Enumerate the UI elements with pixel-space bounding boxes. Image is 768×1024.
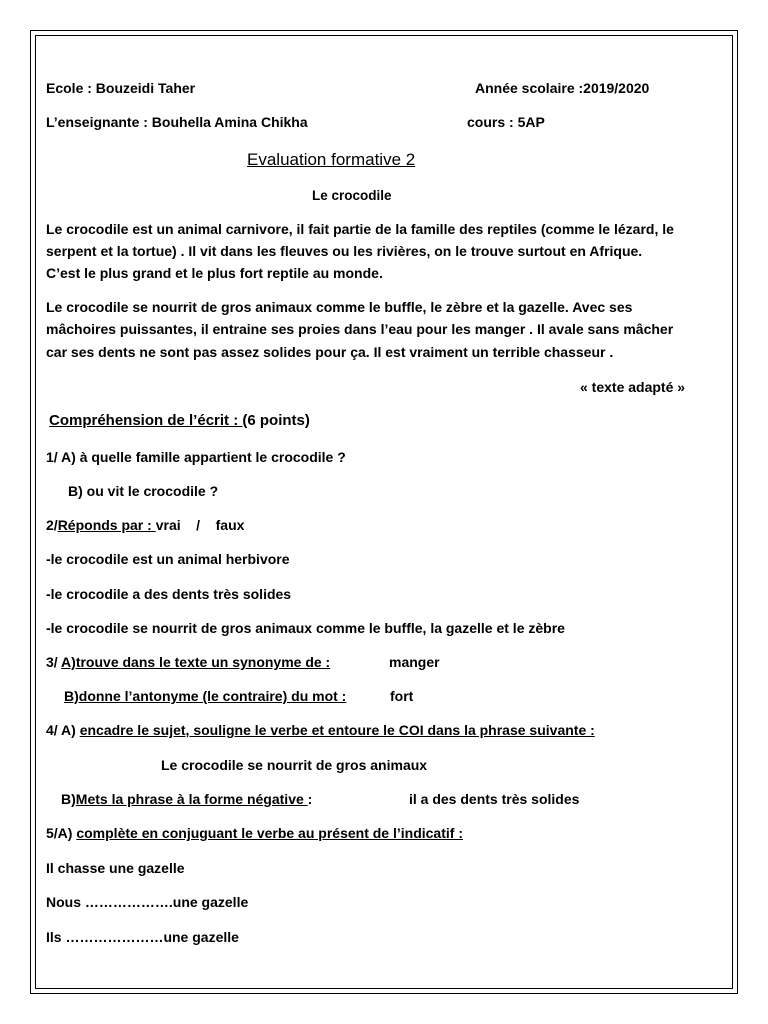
text-line: car ses dents ne sont pas assez solides pour ça. Il est vraiment un terrible chasseur . <box>46 344 614 360</box>
text-title: Le crocodile <box>312 188 392 203</box>
text-line: Le crocodile se nourrit de gros animaux comme le buffle, le zèbre et la gazelle. Avec ses <box>46 299 633 315</box>
text-line: Le crocodile est un animal carnivore, il fait partie de la famille des reptiles (comme le lézard, le <box>46 221 674 237</box>
question-4b-letter: B) <box>61 791 76 807</box>
question-5 <box>46 825 463 842</box>
question-2 <box>46 517 244 534</box>
statement-1: -le crocodile est un animal herbivore <box>46 551 290 567</box>
question-4b-instruction: Mets la phrase à la forme négative <box>75 791 308 807</box>
section-heading <box>49 412 310 430</box>
question-2-instruction: Réponds par : <box>57 517 156 533</box>
question-5-number: 5/A) <box>46 825 77 841</box>
question-1b: B) ou vit le crocodile ? <box>68 483 219 499</box>
teacher-name: L’enseignante : Bouhella Amina Chikha <box>46 114 308 130</box>
question-4b-colon: : <box>307 791 313 807</box>
question-3b-instruction: B)donne l’antonyme (le contraire) du mot : <box>64 688 347 704</box>
question-1a: 1/ A) à quelle famille appartient le crocodile ? <box>46 449 346 465</box>
question-5-instruction: complète en conjuguant le verbe au présent de l’indicatif : <box>76 825 463 841</box>
conjugation-line-1: Il chasse une gazelle <box>46 860 185 876</box>
question-2-number: 2/ <box>46 517 58 533</box>
question-3a-instruction: A)trouve dans le texte un synonyme de : <box>61 654 331 670</box>
section-points: (6 points) <box>242 412 310 429</box>
text-line: C’est le plus grand et le plus fort reptile au monde. <box>46 265 383 281</box>
question-3-number: 3/ <box>46 654 62 670</box>
text-line: serpent et la tortue) . Il vit dans les fleuves ou les rivières, on le trouve surtout en Afrique. <box>46 243 643 259</box>
conjugation-line-2: Nous ……………….une gazelle <box>46 894 249 910</box>
question-3a <box>46 654 330 671</box>
school-year: Année scolaire :2019/2020 <box>475 80 650 96</box>
question-4-number: 4/ A) <box>46 722 80 738</box>
question-3b-word: fort <box>390 688 414 704</box>
statement-3: -le crocodile se nourrit de gros animaux comme le buffle, la gazelle et le zèbre <box>46 620 565 636</box>
question-2-options: vrai / faux <box>155 517 245 533</box>
question-4b <box>61 791 312 808</box>
conjugation-line-3: Ils …………………une gazelle <box>46 929 239 945</box>
statement-2: -le crocodile a des dents très solides <box>46 586 292 602</box>
question-4a-instruction: encadre le sujet, souligne le verbe et entoure le COI dans la phrase suivante : <box>79 722 595 738</box>
question-3a-word: manger <box>389 654 440 670</box>
school-name: Ecole : Bouzeidi Taher <box>46 80 196 96</box>
section-heading-label: Compréhension de l’écrit : <box>49 412 243 429</box>
page-title: Evaluation formative 2 <box>247 150 416 169</box>
question-4a-sentence: Le crocodile se nourrit de gros animaux <box>161 757 428 773</box>
text-line: mâchoires puissantes, il entraine ses proies dans l’eau pour les manger . Il avale sans mâcher <box>46 321 674 337</box>
question-4a <box>46 722 595 739</box>
text-source: « texte adapté » <box>580 379 686 395</box>
course-level: cours : 5AP <box>467 114 545 130</box>
page-border-inner <box>35 35 733 989</box>
question-4b-sentence: il a des dents très solides <box>409 791 580 807</box>
